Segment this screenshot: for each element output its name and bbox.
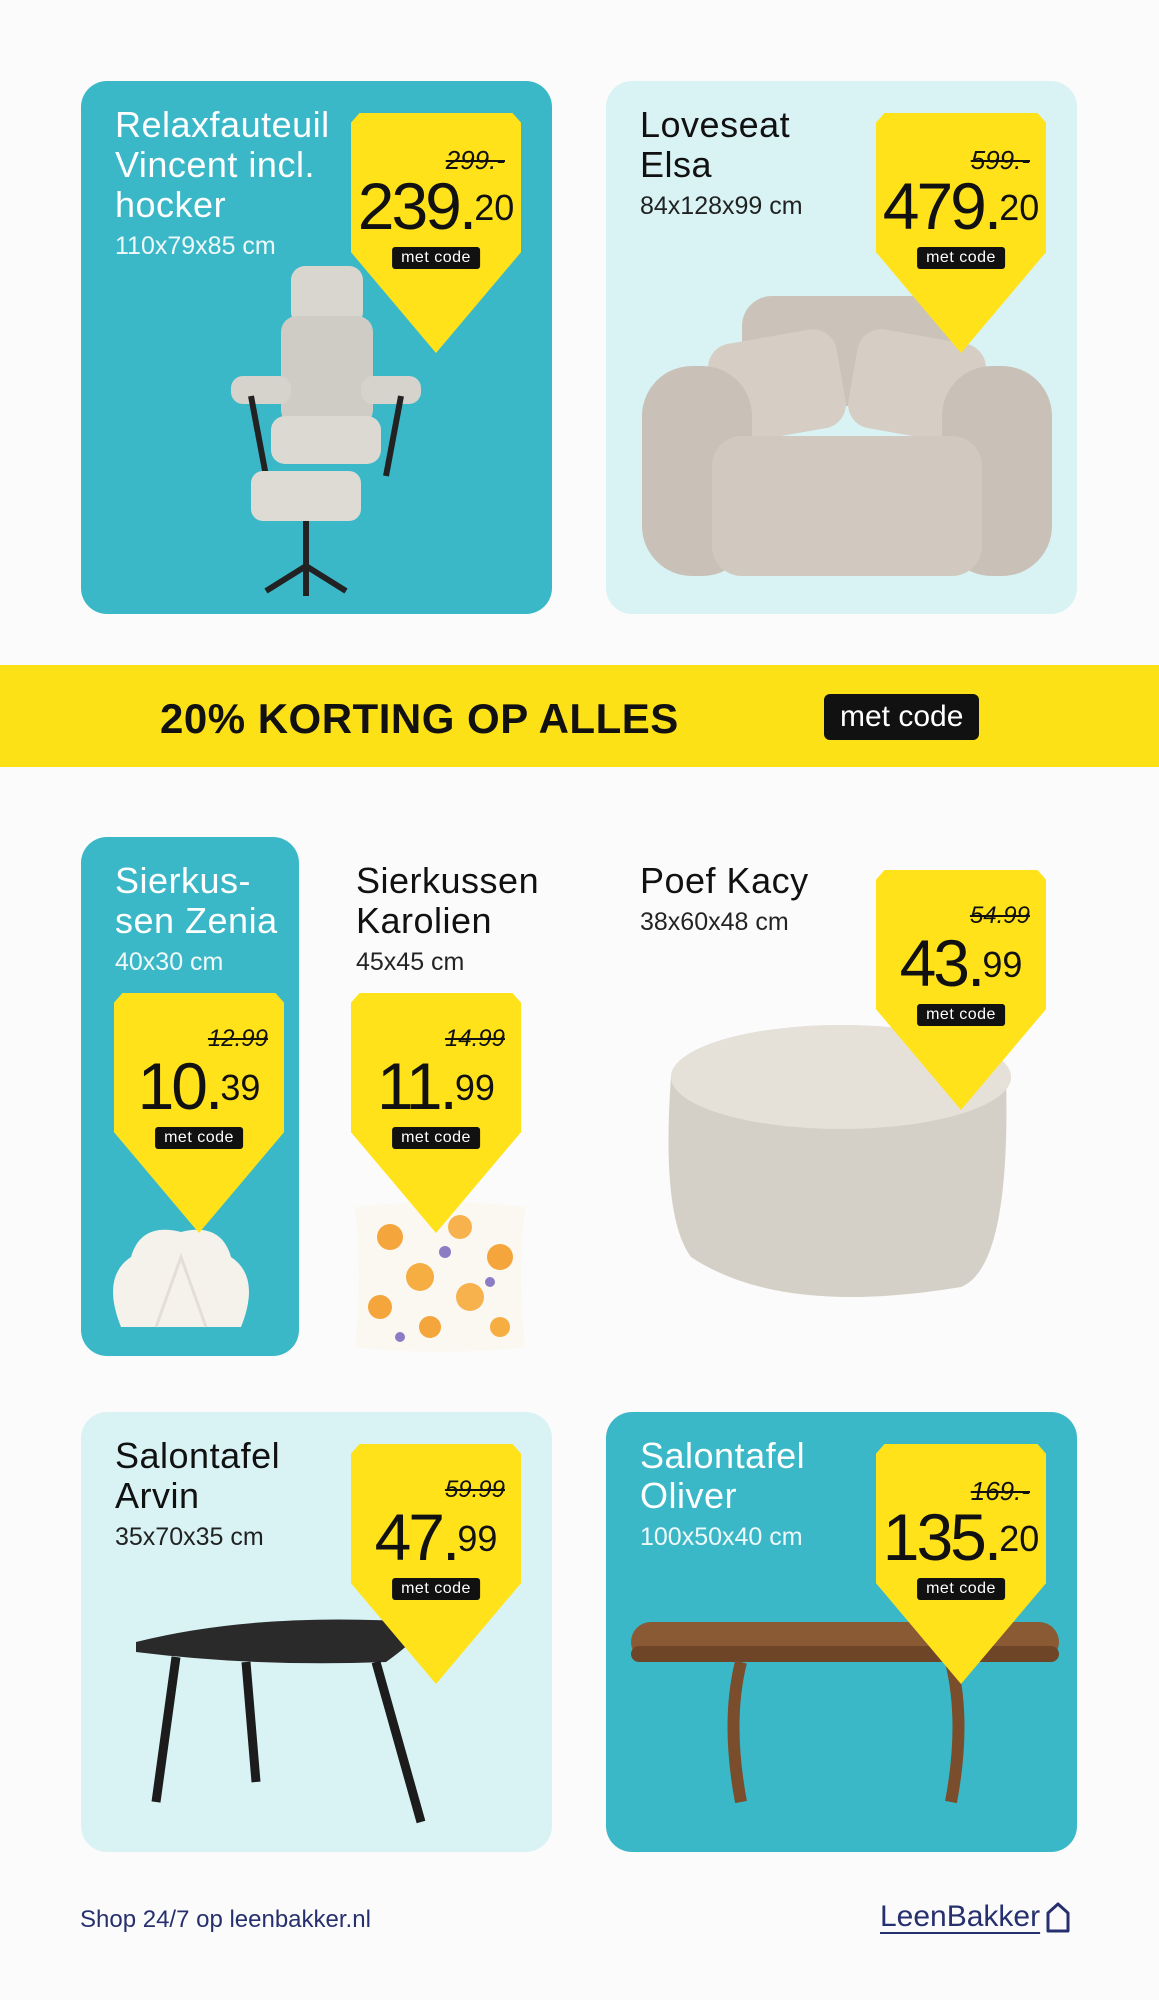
met-code-label: met code — [392, 1578, 480, 1600]
price-tag-zenia — [114, 993, 284, 1233]
met-code-label: met code — [155, 1127, 243, 1149]
met-code-label: met code — [392, 1127, 480, 1149]
shop-link[interactable]: Shop 24/7 op leenbakker.nl — [80, 1906, 371, 1933]
product-dimensions: 45x45 cm — [356, 948, 465, 976]
new-price: 47.99 — [374, 1500, 498, 1574]
new-price: 135.20 — [882, 1500, 1040, 1574]
product-title: Sierkus- sen Zenia — [115, 860, 278, 941]
price-tag-kacy — [876, 870, 1046, 1110]
price-tag-loveseat — [876, 113, 1046, 353]
price-tag-arvin — [351, 1444, 521, 1684]
product-title: Relaxfauteuil Vincent incl. hocker — [115, 104, 330, 225]
old-price: 299.- — [445, 145, 505, 175]
met-code-label: met code — [917, 1578, 1005, 1600]
new-price: 11.99 — [377, 1049, 495, 1123]
new-price: 239.20 — [357, 169, 515, 243]
old-price: 169.- — [970, 1476, 1030, 1506]
leenbakker-logo[interactable] — [880, 1900, 1072, 1934]
met-code-label: met code — [917, 247, 1005, 269]
price-tag-karolien — [351, 993, 521, 1233]
product-dimensions: 35x70x35 cm — [115, 1523, 264, 1551]
product-dimensions: 40x30 cm — [115, 948, 224, 976]
old-price: 14.99 — [444, 1025, 505, 1052]
product-title: Salontafel Arvin — [115, 1435, 281, 1516]
old-price: 599.- — [970, 145, 1030, 175]
product-title: Poef Kacy — [640, 860, 809, 901]
old-price: 54.99 — [969, 902, 1030, 929]
price-tag-oliver — [876, 1444, 1046, 1684]
product-title: Loveseat Elsa — [640, 104, 791, 185]
product-dimensions: 84x128x99 cm — [640, 192, 803, 220]
discount-banner — [0, 665, 1159, 767]
product-dimensions: 38x60x48 cm — [640, 908, 789, 936]
shell-cushion-image — [101, 1217, 261, 1347]
product-dimensions: 110x79x85 cm — [115, 232, 276, 260]
new-price: 479.20 — [882, 169, 1040, 243]
met-code-label: met code — [917, 1004, 1005, 1026]
old-price: 12.99 — [207, 1025, 268, 1052]
logo-text: LeenBakker — [880, 1900, 1041, 1933]
met-code-label: met code — [392, 247, 480, 269]
new-price: 43.99 — [899, 926, 1023, 1000]
banner-code-label: met code — [824, 694, 979, 740]
product-title: Sierkussen Karolien — [356, 860, 540, 941]
new-price: 10.39 — [137, 1049, 261, 1123]
price-tag-relaxfauteuil — [351, 113, 521, 353]
product-dimensions: 100x50x40 cm — [640, 1523, 803, 1551]
house-icon — [1044, 1901, 1072, 1933]
product-title: Salontafel Oliver — [640, 1435, 806, 1516]
banner-text: 20% KORTING OP ALLES — [160, 695, 679, 742]
old-price: 59.99 — [444, 1476, 505, 1503]
